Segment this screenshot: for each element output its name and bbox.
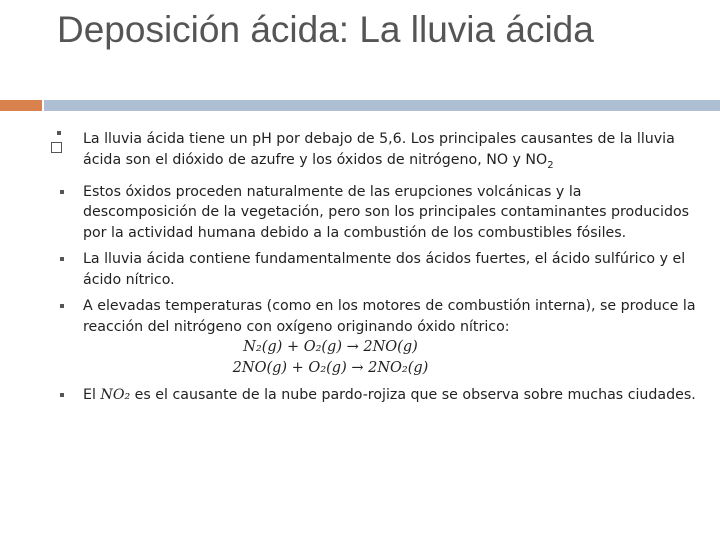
title-accent-bar-orange (0, 100, 42, 111)
bullet-marker-icon (57, 131, 61, 135)
bullet-text: Estos óxidos proceden naturalmente de las erupciones volcánicas y la descomposición de la vegetación, pero son los principales contaminantes producidos por la actividad humana debido a la combustión de los combustibles fósiles. (83, 183, 690, 241)
bullet-text-pre: El (83, 387, 101, 404)
equation-1: N₂(g) + O₂(g) → 2NO(g) (243, 339, 418, 356)
bullet-item-oxides (83, 182, 698, 244)
bullet-icon (60, 304, 64, 308)
bullet-item-no2 (83, 385, 698, 406)
bullet-icon (60, 190, 64, 194)
bullet-text: A elevadas temperaturas (como en los motores de combustión interna), se produce la reacción del nitrógeno con oxígeno originando óxido nítrico: (83, 298, 696, 335)
square-bullet-icon (51, 142, 62, 153)
bullet-icon (60, 393, 64, 397)
bullet-item-acids (83, 249, 698, 290)
math-no2: NO₂ (100, 387, 131, 404)
bullet-text: La lluvia ácida tiene un pH por debajo de 5,6. Los principales causantes de la lluvia ácida son el dióxido de azufre y los óxidos de nitrógeno, NO y NO (83, 131, 675, 168)
bullet-item-ph (83, 129, 698, 176)
subscript: 2 (547, 159, 554, 171)
title-accent-bar-blue (44, 100, 720, 111)
bullet-icon (60, 257, 64, 261)
slide-title: Deposición ácida: La lluvia ácida (57, 9, 594, 50)
equation-2: 2NO(g) + O₂(g) → 2NO₂(g) (232, 360, 429, 377)
bullet-text: La lluvia ácida contiene fundamentalmente dos ácidos fuertes, el ácido sulfúrico y el ácido nítrico. (83, 251, 686, 288)
bullet-text-post: es el causante de la nube pardo-rojiza que se observa sobre muchas ciudades. (130, 387, 696, 404)
bullet-item-reaction (83, 296, 698, 379)
slide-body (83, 129, 698, 412)
